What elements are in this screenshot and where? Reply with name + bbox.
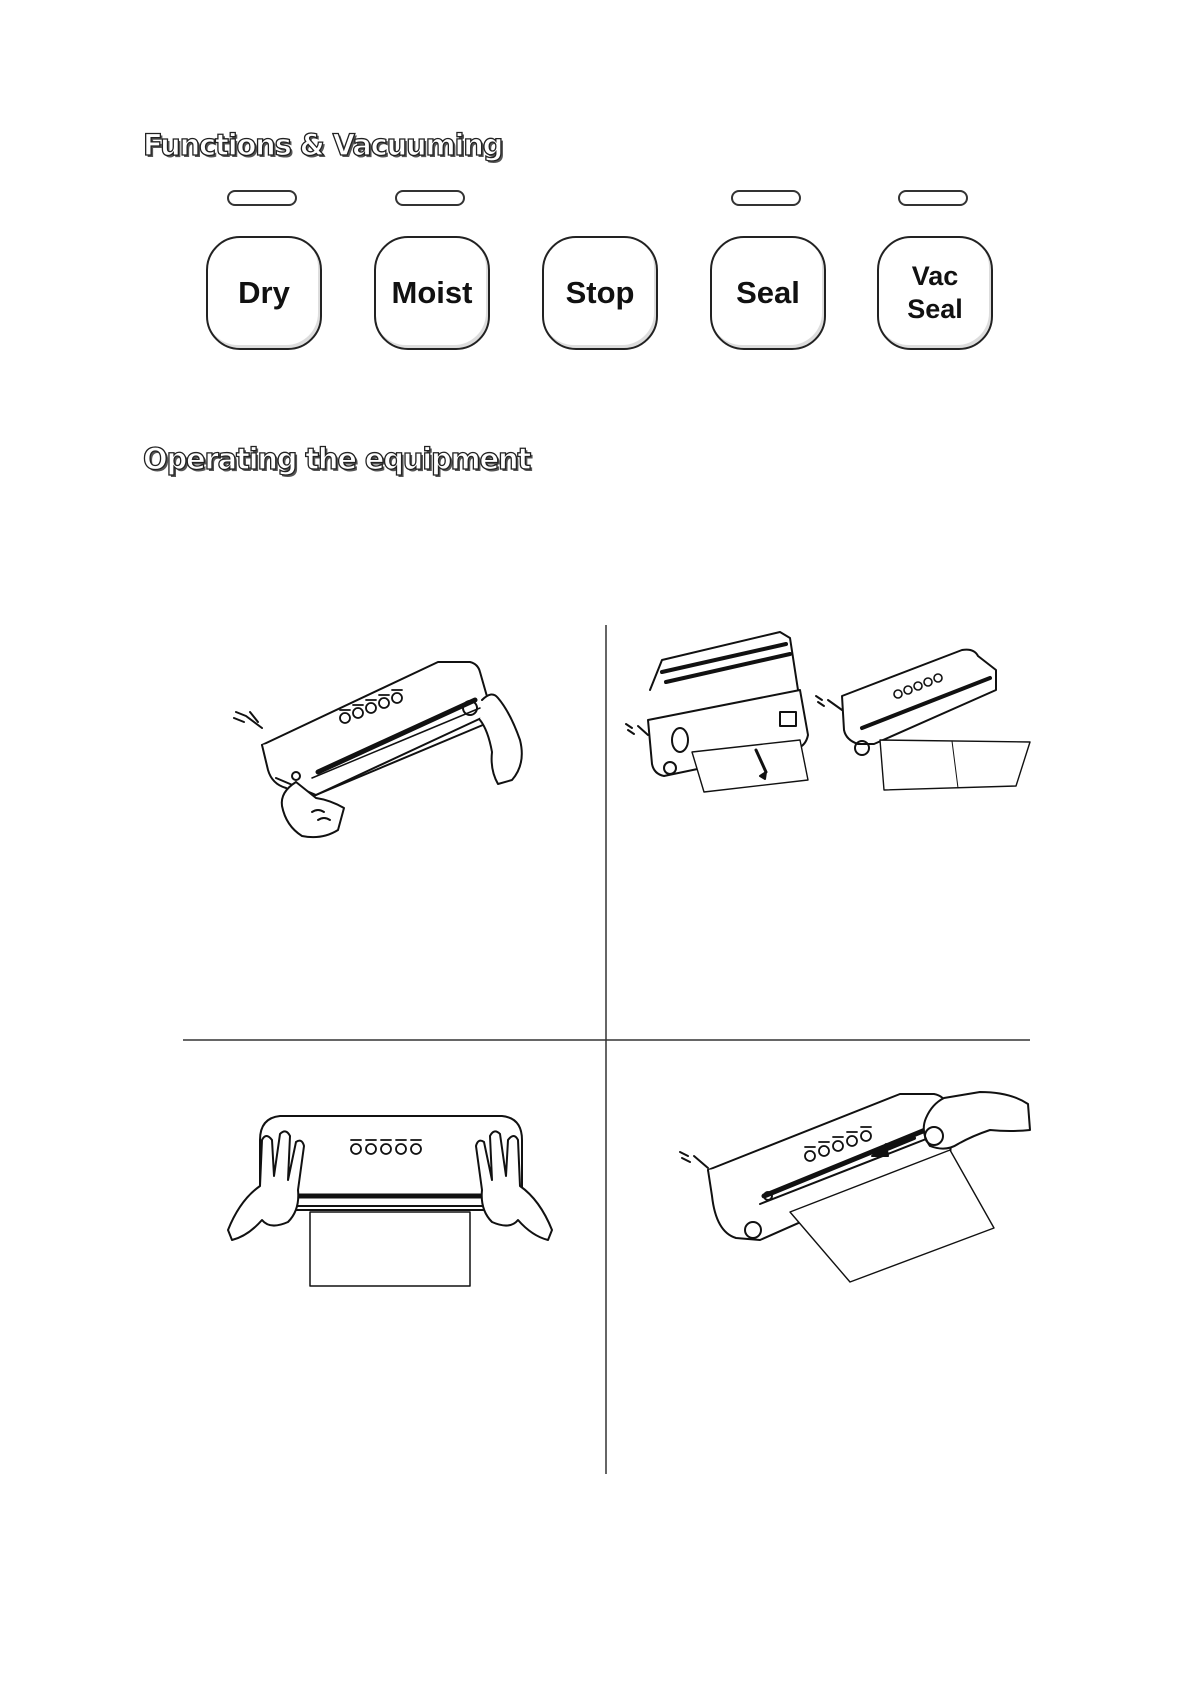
dry-button-label: Dry xyxy=(238,275,290,310)
operating-title: Operating the equipment xyxy=(143,442,531,476)
stop-button-label: Stop xyxy=(565,275,635,310)
vac-seal-button-label: Vac Seal xyxy=(907,261,963,324)
functions-title: Functions & Vacuuming xyxy=(143,128,503,162)
seal-button-label: Seal xyxy=(736,275,800,310)
moist-button-label: Moist xyxy=(391,275,473,310)
